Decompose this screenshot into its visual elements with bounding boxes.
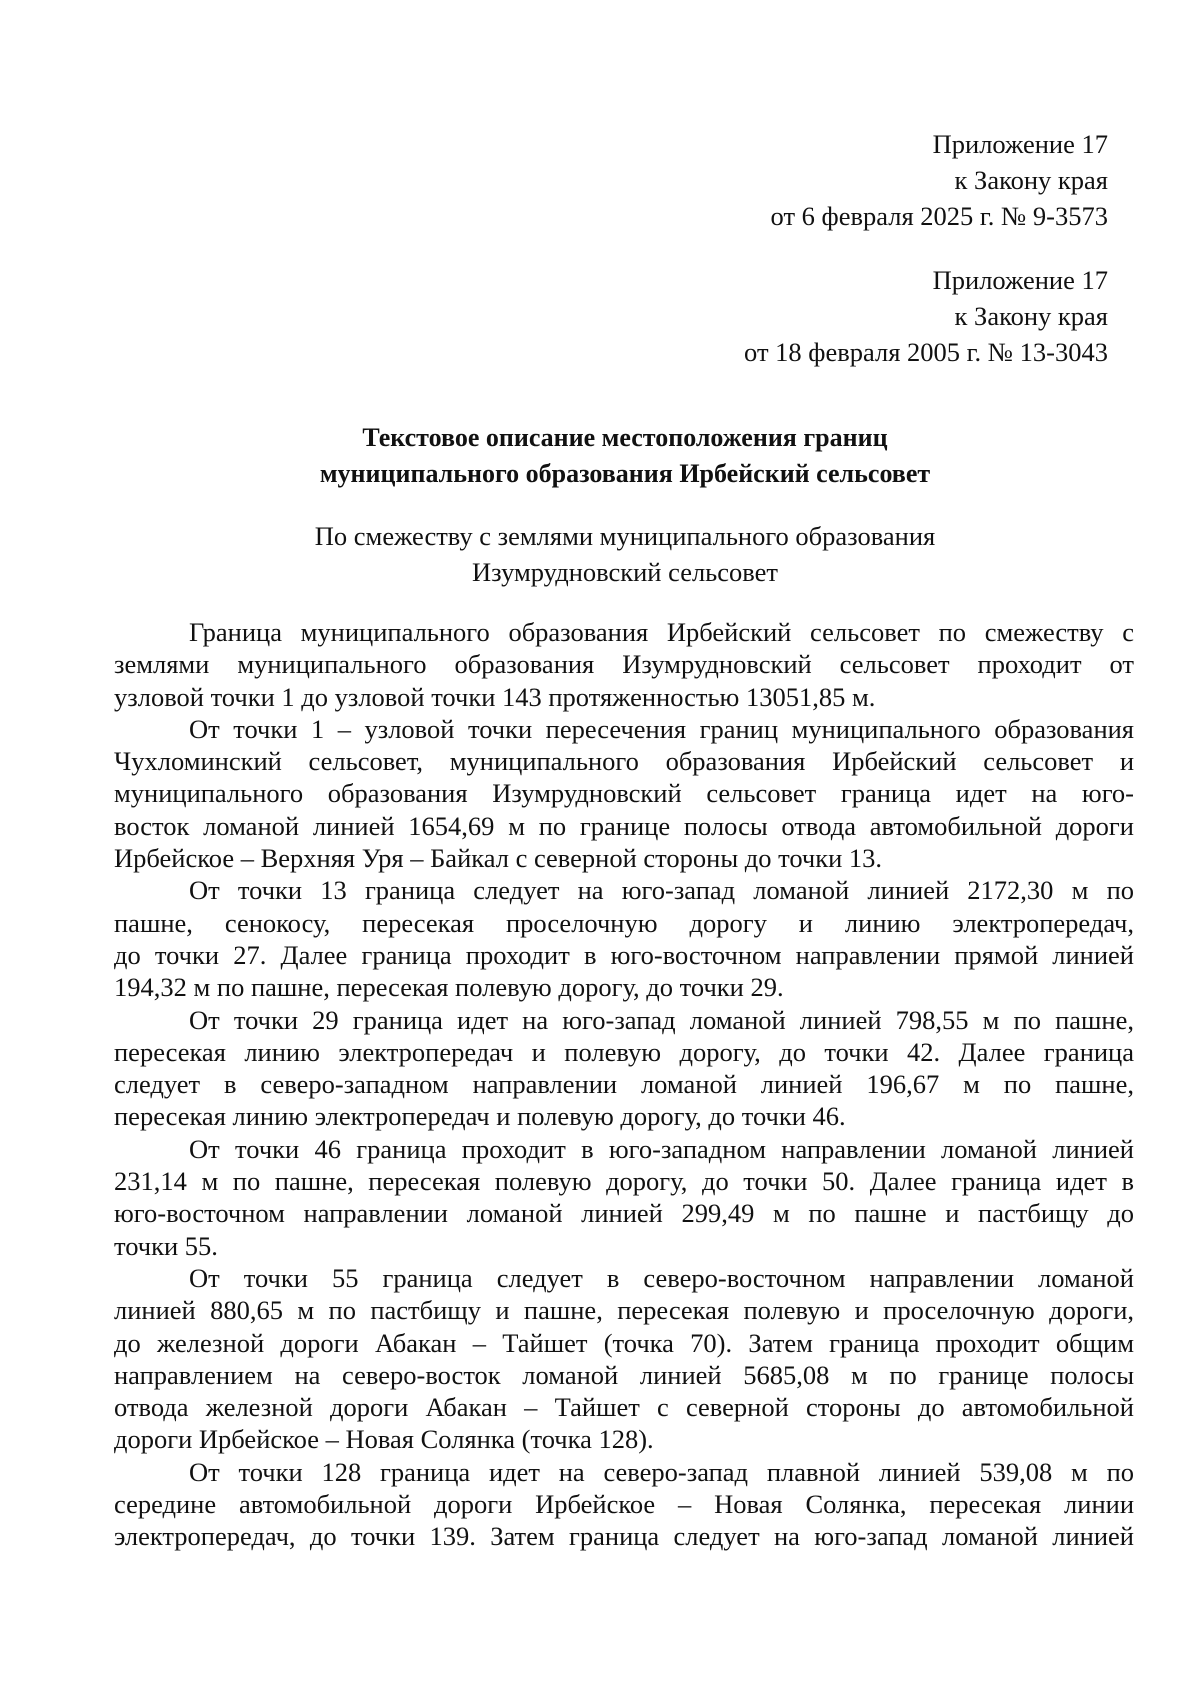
appendix-law-reference: к Закону края	[954, 165, 1108, 195]
appendix-number: Приложение 17	[932, 129, 1108, 159]
body-line: От точки 1 – узловой точки пересечения границ муниципального образования	[189, 713, 1134, 744]
section-heading-line: По смежеству с землями муниципального образования	[314, 521, 936, 551]
body-line: направлением на северо-восток ломаной линией 5685,08 м по границе полосы	[114, 1359, 1134, 1390]
body-line: пашне, сенокосу, пересекая проселочную дорогу и линию электропередач,	[114, 907, 1134, 938]
body-line: отвода железной дороги Абакан – Тайшет с северной стороны до автомобильной	[114, 1392, 1134, 1423]
body-line: узловой точки 1 до узловой точки 143 протяженностью 13051,85 м.	[114, 681, 876, 712]
body-line: землями муниципального образования Изумрудновский сельсовет проходит от	[114, 649, 1134, 680]
section-heading-line: Изумрудновский сельсовет	[472, 557, 778, 587]
document-body	[114, 616, 1134, 1553]
document-title	[115, 420, 1135, 492]
body-line: Ирбейское – Верхняя Уря – Байкал с северной стороны до точки 13.	[114, 843, 883, 874]
body-line: От точки 13 граница следует на юго-запад ломаной линией 2172,30 м по	[189, 875, 1134, 906]
body-line: пересекая линию электропередач и полевую дорогу, до точки 46.	[114, 1101, 846, 1132]
body-line: От точки 46 граница проходит в юго-западном направлении ломаной линией	[189, 1133, 1134, 1164]
body-line: От точки 128 граница идет на северо-запад плавной линией 539,08 м по	[189, 1456, 1134, 1487]
body-line: От точки 29 граница идет на юго-запад ломаной линией 798,55 м по пашне,	[189, 1004, 1134, 1035]
body-line: до железной дороги Абакан – Тайшет (точка 70). Затем граница проходит общим	[114, 1327, 1134, 1358]
body-line: От точки 55 граница следует в северо-восточном направлении ломаной	[189, 1262, 1134, 1293]
body-line: пересекая линию электропередач и полевую дорогу, до точки 42. Далее граница	[114, 1036, 1134, 1067]
appendix-header-current	[771, 126, 1108, 234]
appendix-header-original	[744, 262, 1108, 370]
title-line: муниципального образования Ирбейский сельсовет	[319, 459, 931, 488]
title-line: Текстовое описание местоположения границ	[362, 423, 888, 452]
body-line: 194,32 м по пашне, пересекая полевую дорогу, до точки 29.	[114, 972, 784, 1003]
body-line: Чухломинский сельсовет, муниципального образования Ирбейский сельсовет и	[114, 746, 1134, 777]
appendix-law-reference: к Закону края	[954, 301, 1108, 331]
body-line: точки 55.	[114, 1230, 218, 1261]
body-line: линией 880,65 м по пастбищу и пашне, пересекая полевую и проселочную дороги,	[114, 1295, 1134, 1326]
appendix-law-date: от 6 февраля 2025 г. № 9-3573	[770, 201, 1108, 231]
body-line: муниципального образования Изумрудновский сельсовет граница идет на юго-	[114, 778, 1134, 809]
body-line: до точки 27. Далее граница проходит в юго-восточном направлении прямой линией	[114, 939, 1134, 970]
body-line: Граница муниципального образования Ирбейский сельсовет по смежеству с	[189, 617, 1134, 647]
body-line: дороги Ирбейское – Новая Солянка (точка 128).	[114, 1424, 654, 1455]
body-line: следует в северо-западном направлении ломаной линией 196,67 м по пашне,	[114, 1069, 1134, 1100]
body-line: середине автомобильной дороги Ирбейское – Новая Солянка, пересекая линии	[114, 1489, 1134, 1520]
body-line: восток ломаной линией 1654,69 м по границе полосы отвода автомобильной дороги	[114, 810, 1134, 841]
body-line: электропередач, до точки 139. Затем граница следует на юго-запад ломаной линией	[114, 1521, 1134, 1552]
section-heading	[115, 518, 1135, 590]
appendix-number: Приложение 17	[932, 265, 1108, 295]
body-line: 231,14 м по пашне, пересекая полевую дорогу, до точки 50. Далее граница идет в	[114, 1166, 1134, 1197]
appendix-law-date: от 18 февраля 2005 г. № 13-3043	[744, 337, 1108, 367]
body-line: юго-восточном направлении ломаной линией 299,49 м по пашне и пастбищу до	[114, 1198, 1134, 1229]
